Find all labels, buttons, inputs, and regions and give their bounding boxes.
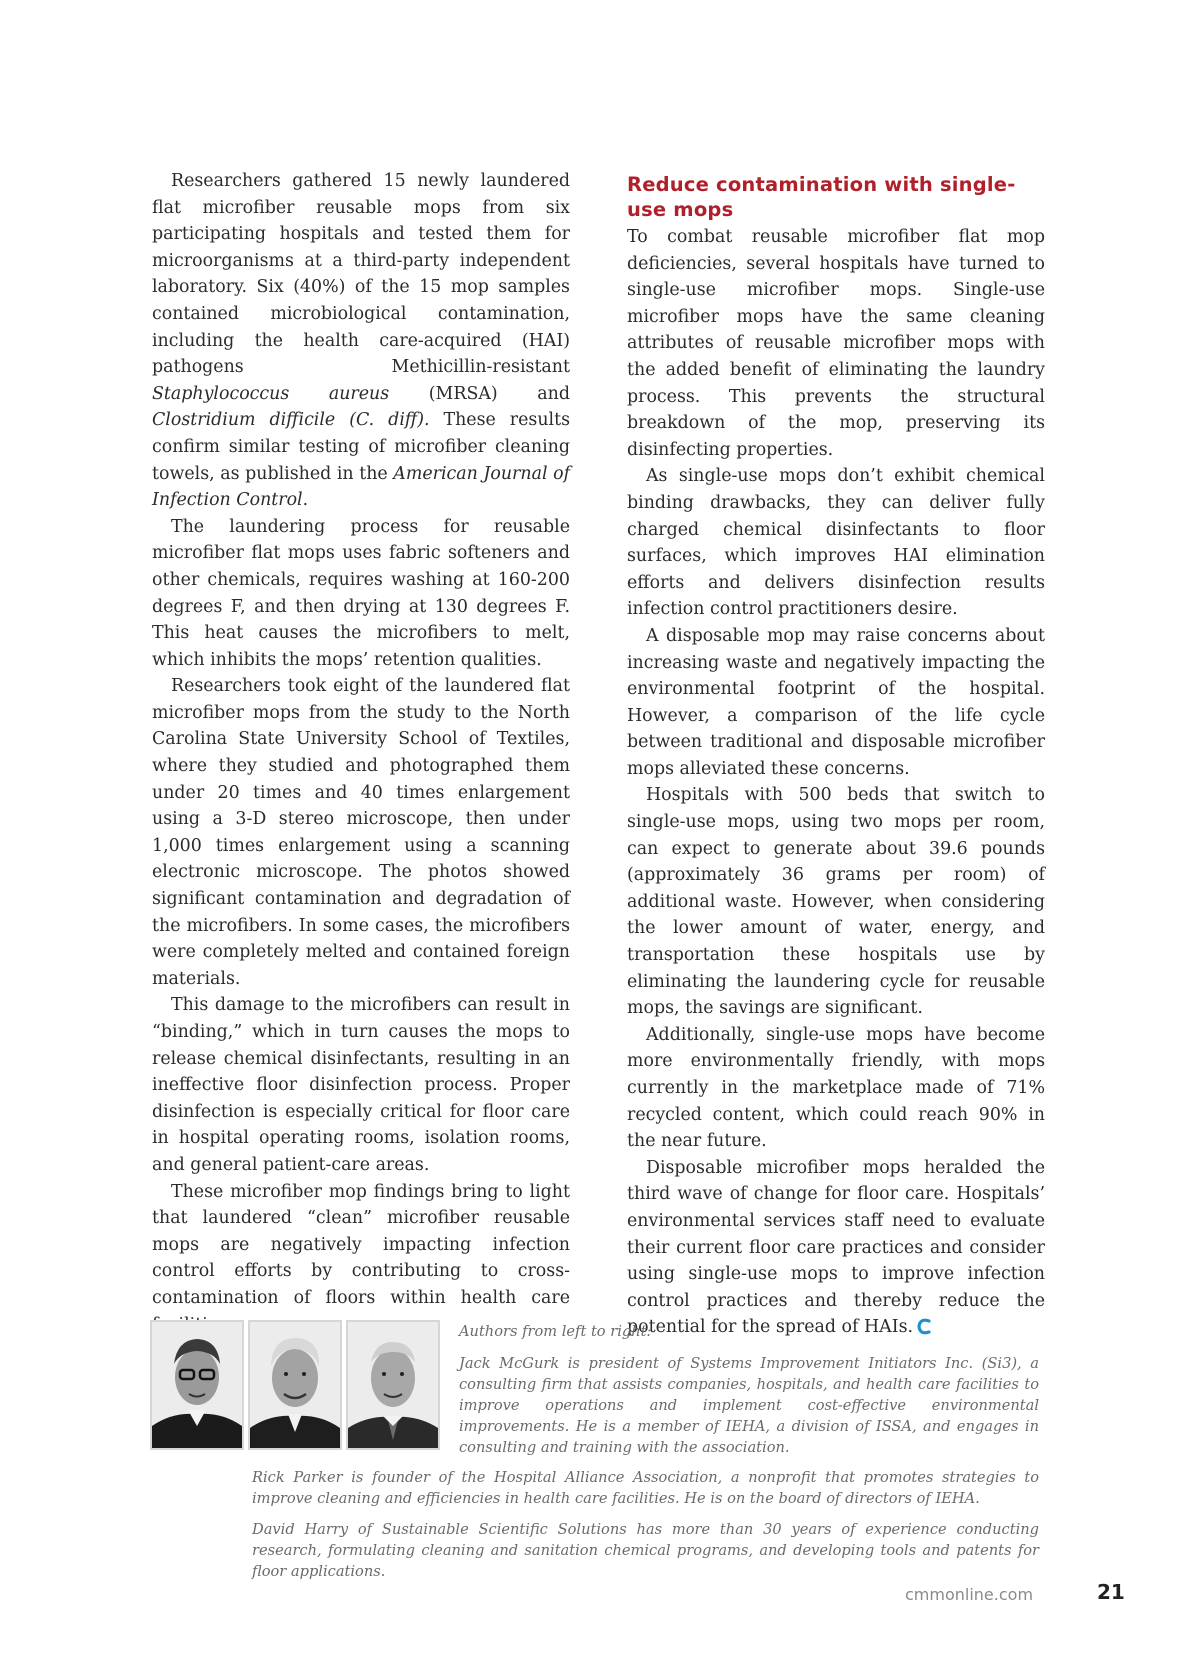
author-bio-david-harry: David Harry of Sustainable Scientific Solutions has more than 30 years of experience conducting research, formulating cleaning and sanitation chemical programs, and developing tools and patents for floor applications. — [252, 1521, 1039, 1580]
italic-text: American Journal of Infection Control — [152, 463, 570, 511]
right-paragraph — [627, 623, 1045, 783]
author-photos — [150, 1320, 446, 1450]
paragraph-text: Additionally, single-use mops have become more environmentally friendly, with mops currently in the marketplace made of 71% recycled content, which could reach 90% in the near future. — [627, 1024, 1045, 1152]
italic-text: Staphylococcus aureus — [152, 383, 390, 404]
paragraph-text: To combat reusable microfiber flat mop deficiencies, several hospitals have turned to single-use microfiber mops. Single-use microfiber mops have the same cleaning attributes of reusable microfiber mops with the added benefit of eliminating the laundry process. This prevents the structural breakdown of the mop, preserving its disinfecting properties. — [627, 227, 1045, 460]
article-column-right — [627, 172, 1045, 1341]
paragraph-text: These microfiber mop findings bring to light that laundered “clean” microfiber reusable mops are negatively impacting infection control efforts by contributing to cross-contamination of floors within health care — [152, 1181, 570, 1308]
right-paragraph — [627, 1022, 1045, 1155]
right-column-body — [627, 224, 1045, 1341]
article-column-left — [152, 168, 570, 1338]
left-paragraph — [152, 992, 570, 1178]
author-bio-jack-mcgurk: Jack McGurk is president of Systems Improvement Initiators Inc. (Si3), a consulting firm that assists companies, hospitals, and health care facilities to improve operations and implement cost-effective environmental improvements. He is a member of IEHA, a division of ISSA, and engages in consulting and training with the association. — [459, 1355, 1039, 1456]
paragraph-text: Researchers gathered 15 newly laundered flat microfiber reusable mops from six participating hospitals and tested them for microorganisms at a third-party independent laboratory. Six (40%) of the 15 mop samples contained microbiological contamination, including the health care-acquired (HAI) pathogens Methicillin-resistant — [152, 171, 570, 378]
paragraph-text: This damage to the microfibers can result in “binding,” which in turn causes the mops to release chemical disinfectants, resulting in an ineffective floor disinfection process. Proper disinfection is especially critical for floor care in hospital operating rooms, isolation rooms, and general patient-care areas. — [152, 995, 570, 1175]
right-paragraph — [627, 1155, 1045, 1341]
italic-text: Clostridium difficile (C. diff). — [152, 410, 430, 431]
right-paragraph — [627, 463, 1045, 623]
left-paragraph — [152, 168, 570, 514]
author-photo-rick-parker — [248, 1320, 342, 1450]
paragraph-text: Disposable microfiber mops heralded the third wave of change for floor care. Hospitals’ environmental services staff need to evaluate their current floor care practices and consider using single-use mops to improve infection control practices and thereby reduce the potential for the spread of HAIs. — [627, 1157, 1045, 1338]
right-paragraph — [627, 224, 1045, 463]
author-photo-david-harry — [346, 1320, 440, 1450]
paragraph-text: The laundering process for reusable microfiber flat mops uses fabric softeners and other chemicals, requires washing at 160-200 degrees F, and then drying at 130 degrees F. This heat causes the microfibers to melt, which inhibits the mops’ retention qualities. — [152, 516, 570, 670]
section-heading: Reduce contamination with single-use mops — [627, 173, 1016, 221]
author-bio-rick-parker: Rick Parker is founder of the Hospital Alliance Association, a nonprofit that promotes strategies to improve cleaning and efficiencies in health care facilities. He is on the board of directors of IEHA. — [252, 1469, 1039, 1507]
paragraph-text: Researchers took eight of the laundered flat microfiber mops from the study to the North Carolina State University School of Textiles, where they studied and photographed them under 20 times and 40 times enlargement using a 3-D stereo microscope, then under 1,000 times enlargement using a scanning electronic microscope. The photos showed significant contamination and degradation of the microfibers. In some cases, the microfibers were completely melted and contained foreign materials. — [152, 676, 570, 989]
paragraph-text: (MRSA) and — [389, 383, 570, 404]
left-paragraph — [152, 673, 570, 992]
left-paragraph — [152, 514, 570, 674]
paragraph-text: A disposable mop may raise concerns about increasing waste and negatively impacting the environmental footprint of the hospital. However, a comparison of the life cycle between traditional and disposable microfiber mops alleviated these concerns. — [627, 625, 1045, 779]
paragraph-text: As single-use mops don’t exhibit chemical binding drawbacks, they can deliver fully charged chemical disinfectants to floor surfaces, which improves HAI elimination efforts and delivers disinfection results infection control practitioners desire. — [627, 466, 1045, 620]
paragraph-text: These results confirm similar testing of microfiber cleaning towels, as published in the — [152, 410, 570, 484]
footer-url[interactable]: cmmonline.com — [905, 1585, 1034, 1604]
left-paragraph — [152, 1179, 570, 1339]
right-paragraph — [627, 782, 1045, 1021]
paragraph-text: Hospitals with 500 beds that switch to single-use mops, using two mops per room, can expect to generate about 39.6 pounds (approximately 36 grams per room) of additional waste. However, when considering the lower amount of water, energy, and transportation these hospitals use by eliminating the laundering cycle for reusable mops, the savings are significant. — [627, 785, 1045, 1019]
authors-heading: Authors from left to right: — [459, 1323, 652, 1340]
page-number: 21 — [1097, 1580, 1125, 1604]
author-photo-jack-mcgurk — [150, 1320, 244, 1450]
paragraph-text: . — [302, 490, 309, 511]
